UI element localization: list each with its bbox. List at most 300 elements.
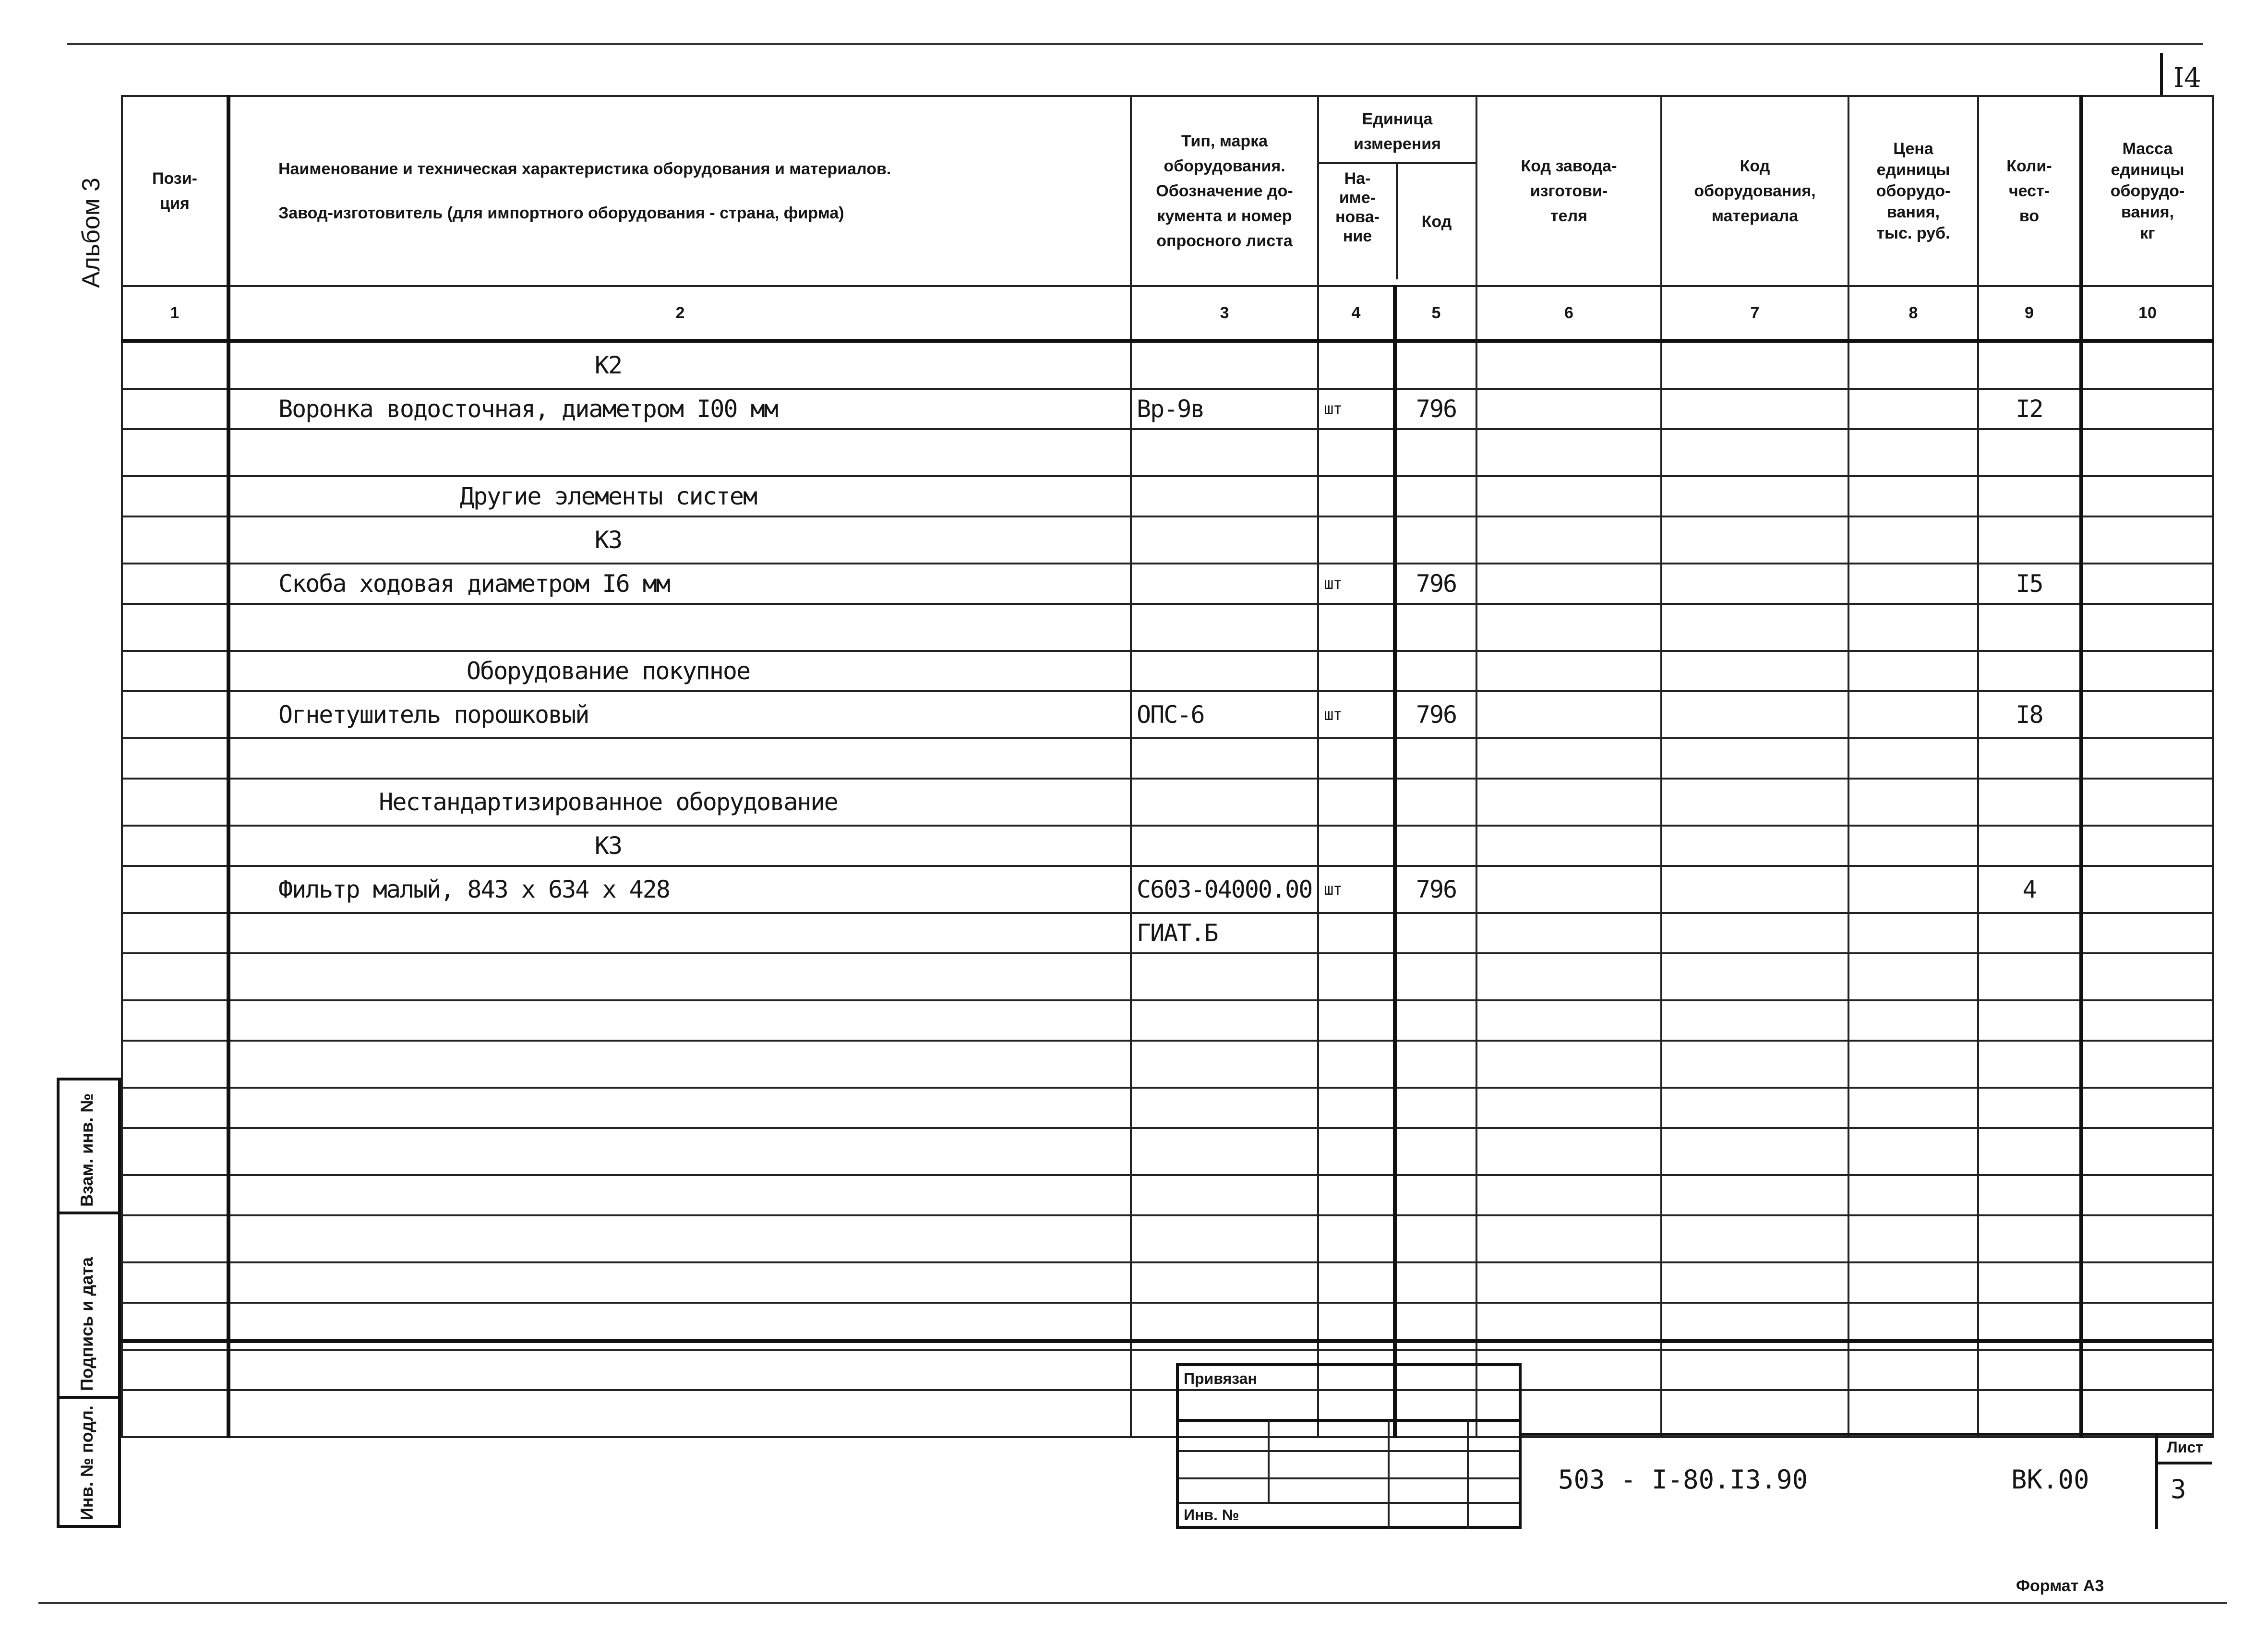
- price: [1848, 913, 1978, 953]
- sheet-label-cell: [2158, 1433, 2212, 1464]
- position-cell: [122, 826, 228, 866]
- mass: [2081, 564, 2213, 604]
- item-unit: [1318, 1215, 1395, 1262]
- item-unit-code: [1395, 913, 1476, 953]
- header-unit: [1318, 96, 1476, 286]
- item-unit: [1318, 779, 1395, 826]
- side-box-inv-podl: [57, 1396, 121, 1528]
- price: [1848, 341, 1978, 389]
- privyazan-header: [1179, 1366, 1519, 1422]
- item-quantity: I2: [1978, 389, 2081, 429]
- item-mark: [1131, 429, 1318, 476]
- equipment-code: [1661, 516, 1848, 564]
- mass: [2081, 1088, 2213, 1128]
- item-quantity: [1978, 1000, 2081, 1041]
- factory-code: [1476, 691, 1661, 738]
- format-label: Формат А3: [2016, 1577, 2104, 1595]
- factory-code: [1476, 389, 1661, 429]
- item-name: [228, 913, 1131, 953]
- position-cell: [122, 604, 228, 651]
- stamp-col-2: [1388, 1419, 1390, 1529]
- item-unit-code: [1395, 1262, 1476, 1303]
- mass: [2081, 1350, 2213, 1390]
- sheet-label: Лист: [2167, 1439, 2203, 1456]
- header-unit-name: На- име- нова- ние: [1319, 164, 1398, 279]
- equipment-code: [1661, 866, 1848, 913]
- colnum-8: 8: [1848, 286, 1978, 341]
- item-name: [228, 1041, 1131, 1088]
- item-unit: [1318, 913, 1395, 953]
- section-title: Оборудование покупное: [228, 651, 1131, 691]
- stamp-col-3: [1467, 1419, 1469, 1529]
- position-cell: [122, 1390, 228, 1437]
- item-unit: [1318, 341, 1395, 389]
- item-unit-code: [1395, 341, 1476, 389]
- item-mark: [1131, 476, 1318, 516]
- item-quantity: [1978, 604, 2081, 651]
- item-name: Огнетушитель порошковый: [228, 691, 1131, 738]
- section-row: [122, 826, 2213, 866]
- privyazan-stamp: [1176, 1363, 1522, 1529]
- position-cell: [122, 738, 228, 779]
- mass: [2081, 691, 2213, 738]
- item-unit-code: [1395, 604, 1476, 651]
- factory-code: [1476, 953, 1661, 1000]
- equipment-code: [1661, 691, 1848, 738]
- item-unit-code: 796: [1395, 389, 1476, 429]
- item-mark: [1131, 779, 1318, 826]
- mass: [2081, 651, 2213, 691]
- item-name: Воронка водосточная, диаметром I00 мм: [228, 389, 1131, 429]
- side-label-inv-podl: Инв. № подл.: [77, 1405, 96, 1520]
- item-mark: Вр-9в: [1131, 389, 1318, 429]
- price: [1848, 389, 1978, 429]
- header-row: [122, 96, 2213, 286]
- item-quantity: [1978, 1215, 2081, 1262]
- item-name: [228, 1390, 1131, 1437]
- equipment-code: [1661, 913, 1848, 953]
- header-unit-group: Единица измерения: [1319, 97, 1476, 164]
- equipment-code: [1661, 1215, 1848, 1262]
- position-cell: [122, 1350, 228, 1390]
- item-quantity: [1978, 476, 2081, 516]
- mass: [2081, 604, 2213, 651]
- item-unit: [1318, 738, 1395, 779]
- item-unit-code: [1395, 651, 1476, 691]
- item-mark: [1131, 1262, 1318, 1303]
- price: [1848, 1350, 1978, 1390]
- item-name: [228, 738, 1131, 779]
- mass: [2081, 738, 2213, 779]
- item-mark: [1131, 738, 1318, 779]
- item-unit-code: [1395, 1041, 1476, 1088]
- colnum-4: 4: [1318, 286, 1395, 341]
- item-unit-code: [1395, 953, 1476, 1000]
- item-quantity: [1978, 1262, 2081, 1303]
- price: [1848, 604, 1978, 651]
- item-unit: шт: [1318, 866, 1395, 913]
- price: [1848, 738, 1978, 779]
- price: [1848, 651, 1978, 691]
- mass: [2081, 1215, 2213, 1262]
- item-unit: [1318, 651, 1395, 691]
- item-mark: [1131, 604, 1318, 651]
- header-name-line1: Наименование и техническая характеристика оборудования и материалов.: [278, 160, 891, 178]
- item-unit: шт: [1318, 564, 1395, 604]
- item-unit: шт: [1318, 389, 1395, 429]
- price: [1848, 429, 1978, 476]
- item-mark: ГИАТ.Б: [1131, 913, 1318, 953]
- item-unit-code: [1395, 1128, 1476, 1175]
- position-cell: [122, 476, 228, 516]
- colnum-10: 10: [2081, 286, 2213, 341]
- equipment-code: [1661, 953, 1848, 1000]
- item-unit-code: [1395, 429, 1476, 476]
- item-mark: С603-04000.00: [1131, 866, 1318, 913]
- price: [1848, 779, 1978, 826]
- equipment-code: [1661, 651, 1848, 691]
- factory-code: [1476, 1000, 1661, 1041]
- equipment-code: [1661, 389, 1848, 429]
- header-mass: Масса единицы оборудо- вания, кг: [2081, 96, 2213, 286]
- equipment-code: [1661, 604, 1848, 651]
- factory-code: [1476, 564, 1661, 604]
- position-cell: [122, 429, 228, 476]
- item-unit: [1318, 826, 1395, 866]
- blank-row: [122, 1041, 2213, 1088]
- price: [1848, 564, 1978, 604]
- mass: [2081, 1000, 2213, 1041]
- item-name: [228, 953, 1131, 1000]
- item-unit: [1318, 429, 1395, 476]
- mass: [2081, 866, 2213, 913]
- privyazan-label: Привязан: [1184, 1370, 1257, 1387]
- colnum-2: 2: [228, 286, 1131, 341]
- item-name: [228, 1128, 1131, 1175]
- item-quantity: [1978, 1128, 2081, 1175]
- specification-table: [121, 95, 2214, 1438]
- position-cell: [122, 1175, 228, 1215]
- position-cell: [122, 1088, 228, 1128]
- equipment-code: [1661, 738, 1848, 779]
- item-name: Фильтр малый, 843 х 634 х 428: [228, 866, 1131, 913]
- item-unit: [1318, 1041, 1395, 1088]
- item-unit: [1318, 1088, 1395, 1128]
- blank-row: [122, 1390, 2213, 1437]
- item-unit-code: 796: [1395, 564, 1476, 604]
- colnum-3: 3: [1131, 286, 1318, 341]
- position-cell: [122, 866, 228, 913]
- item-mark: [1131, 826, 1318, 866]
- side-box-vzam: [57, 1078, 121, 1214]
- top-rule: [67, 43, 2203, 45]
- item-unit-code: [1395, 476, 1476, 516]
- item-unit: [1318, 1128, 1395, 1175]
- item-mark: [1131, 341, 1318, 389]
- item-mark: [1131, 1041, 1318, 1088]
- price: [1848, 691, 1978, 738]
- item-quantity: I5: [1978, 564, 2081, 604]
- factory-code: [1476, 651, 1661, 691]
- position-cell: [122, 1000, 228, 1041]
- factory-code: [1476, 1215, 1661, 1262]
- factory-code: [1476, 866, 1661, 913]
- item-quantity: [1978, 516, 2081, 564]
- mass: [2081, 516, 2213, 564]
- position-cell: [122, 953, 228, 1000]
- side-label-podpis: Подпись и дата: [77, 1257, 96, 1391]
- item-mark: [1131, 1000, 1318, 1041]
- item-quantity: [1978, 651, 2081, 691]
- price: [1848, 1000, 1978, 1041]
- item-unit-code: [1395, 1215, 1476, 1262]
- section-row: [122, 651, 2213, 691]
- blank-row: [122, 429, 2213, 476]
- section-title: Другие элементы систем: [228, 476, 1131, 516]
- factory-code: [1476, 604, 1661, 651]
- item-unit: [1318, 953, 1395, 1000]
- price: [1848, 1088, 1978, 1128]
- section-row: [122, 516, 2213, 564]
- item-name: [228, 1215, 1131, 1262]
- mass: [2081, 953, 2213, 1000]
- position-cell: [122, 651, 228, 691]
- factory-code: [1476, 1175, 1661, 1215]
- item-name: Скоба ходовая диаметром I6 мм: [228, 564, 1131, 604]
- item-name: [228, 1175, 1131, 1215]
- mass: [2081, 1128, 2213, 1175]
- factory-code: [1476, 476, 1661, 516]
- title-area-rule: [121, 1339, 2212, 1343]
- item-quantity: [1978, 826, 2081, 866]
- item-unit-code: [1395, 826, 1476, 866]
- price: [1848, 1390, 1978, 1437]
- header-factory-code: Код завода- изготови- теля: [1476, 96, 1661, 286]
- doc-code-block: [1519, 1433, 2212, 1529]
- item-unit-code: 796: [1395, 866, 1476, 913]
- doc-mark: ВК.00: [2011, 1464, 2089, 1495]
- equipment-code: [1661, 1350, 1848, 1390]
- price: [1848, 953, 1978, 1000]
- item-name: [228, 1088, 1131, 1128]
- item-row: [122, 564, 2213, 604]
- blank-row: [122, 1128, 2213, 1175]
- price: [1848, 516, 1978, 564]
- item-unit: [1318, 1175, 1395, 1215]
- position-cell: [122, 779, 228, 826]
- section-title: К3: [228, 516, 1131, 564]
- equipment-code: [1661, 1262, 1848, 1303]
- item-unit-code: [1395, 738, 1476, 779]
- equipment-code: [1661, 1000, 1848, 1041]
- blank-row: [122, 1175, 2213, 1215]
- blank-row: [122, 1215, 2213, 1262]
- blank-row: [122, 604, 2213, 651]
- price: [1848, 1128, 1978, 1175]
- position-cell: [122, 341, 228, 389]
- position-cell: [122, 913, 228, 953]
- item-quantity: [1978, 779, 2081, 826]
- mass: [2081, 1041, 2213, 1088]
- price: [1848, 866, 1978, 913]
- factory-code: [1476, 826, 1661, 866]
- item-mark: [1131, 1215, 1318, 1262]
- item-name: [228, 1000, 1131, 1041]
- item-quantity: [1978, 341, 2081, 389]
- album-label-text: Альбом 3: [77, 178, 105, 288]
- equipment-code: [1661, 1041, 1848, 1088]
- page-number-box: [2160, 53, 2212, 97]
- equipment-code: [1661, 564, 1848, 604]
- item-row: [122, 691, 2213, 738]
- position-cell: [122, 691, 228, 738]
- item-mark: [1131, 1128, 1318, 1175]
- position-cell: [122, 516, 228, 564]
- factory-code: [1476, 779, 1661, 826]
- equipment-code: [1661, 341, 1848, 389]
- mass: [2081, 476, 2213, 516]
- header-price: Цена единицы оборудо- вания, тыс. руб.: [1848, 96, 1978, 286]
- bottom-rule: [38, 1602, 2227, 1604]
- equipment-code: [1661, 779, 1848, 826]
- header-quantity: Коли- чест- во: [1978, 96, 2081, 286]
- item-quantity: [1978, 1041, 2081, 1088]
- item-unit-code: 796: [1395, 691, 1476, 738]
- price: [1848, 826, 1978, 866]
- price: [1848, 1215, 1978, 1262]
- item-quantity: [1978, 1350, 2081, 1390]
- item-unit: [1318, 604, 1395, 651]
- section-row: [122, 476, 2213, 516]
- mass: [2081, 429, 2213, 476]
- colnum-9: 9: [1978, 286, 2081, 341]
- factory-code: [1476, 516, 1661, 564]
- equipment-code: [1661, 1128, 1848, 1175]
- item-mark: [1131, 564, 1318, 604]
- header-position: Пози- ция: [122, 96, 228, 286]
- page-number: I4: [2173, 62, 2201, 94]
- mass: [2081, 1175, 2213, 1215]
- equipment-code: [1661, 1175, 1848, 1215]
- section-title: К3: [228, 826, 1131, 866]
- blank-row: [122, 953, 2213, 1000]
- item-unit: [1318, 516, 1395, 564]
- item-quantity: [1978, 429, 2081, 476]
- header-equipment-code: Код оборудования, материала: [1661, 96, 1848, 286]
- mass: [2081, 779, 2213, 826]
- header-name: [228, 96, 1131, 286]
- item-name: [228, 1350, 1131, 1390]
- item-name: [228, 604, 1131, 651]
- header-unit-code: Код: [1421, 213, 1452, 231]
- section-title: Нестандартизированное оборудование: [228, 779, 1131, 826]
- item-quantity: 4: [1978, 866, 2081, 913]
- price: [1848, 476, 1978, 516]
- mass: [2081, 826, 2213, 866]
- item-name: [228, 429, 1131, 476]
- blank-row: [122, 1262, 2213, 1303]
- item-quantity: I8: [1978, 691, 2081, 738]
- position-cell: [122, 1215, 228, 1262]
- mass: [2081, 389, 2213, 429]
- item-quantity: [1978, 1088, 2081, 1128]
- item-quantity: [1978, 953, 2081, 1000]
- item-unit-code: [1395, 1088, 1476, 1128]
- position-cell: [122, 1128, 228, 1175]
- stamp-col-1: [1268, 1419, 1270, 1502]
- column-number-row: [122, 286, 2213, 341]
- factory-code: [1476, 738, 1661, 779]
- item-name: [228, 1262, 1131, 1303]
- item-quantity: [1978, 1390, 2081, 1437]
- item-quantity: [1978, 913, 2081, 953]
- price: [1848, 1175, 1978, 1215]
- item-mark: [1131, 1175, 1318, 1215]
- sheet-box: [2155, 1433, 2212, 1529]
- factory-code: [1476, 341, 1661, 389]
- equipment-code: [1661, 476, 1848, 516]
- position-cell: [122, 564, 228, 604]
- header-name-line2: Завод-изготовитель (для импортного оборудования - страна, фирма): [278, 204, 844, 222]
- factory-code: [1476, 1128, 1661, 1175]
- header-type: Тип, марка оборудования. Обозначение до- кумента и номер опросного листа: [1131, 96, 1318, 286]
- section-title: К2: [228, 341, 1131, 389]
- item-mark: [1131, 1088, 1318, 1128]
- item-mark: ОПС-6: [1131, 691, 1318, 738]
- factory-code: [1476, 913, 1661, 953]
- price: [1848, 1262, 1978, 1303]
- blank-row: [122, 1350, 2213, 1390]
- side-label-vzam: Взам. инв. №: [77, 1093, 96, 1207]
- position-cell: [122, 1041, 228, 1088]
- blank-row: [122, 1088, 2213, 1128]
- mass: [2081, 913, 2213, 953]
- colnum-1: 1: [122, 286, 228, 341]
- section-row: [122, 341, 2213, 389]
- factory-code: [1476, 1262, 1661, 1303]
- item-unit: шт: [1318, 691, 1395, 738]
- equipment-code: [1661, 429, 1848, 476]
- equipment-code: [1661, 1088, 1848, 1128]
- item-unit-code: [1395, 1175, 1476, 1215]
- item-unit-code: [1395, 1000, 1476, 1041]
- position-cell: [122, 389, 228, 429]
- colnum-7: 7: [1661, 286, 1848, 341]
- position-cell: [122, 1262, 228, 1303]
- price: [1848, 1041, 1978, 1088]
- factory-code: [1476, 1041, 1661, 1088]
- mass: [2081, 341, 2213, 389]
- item-quantity: [1978, 738, 2081, 779]
- album-label: [77, 163, 106, 288]
- item-mark: [1131, 953, 1318, 1000]
- blank-row: [122, 738, 2213, 779]
- section-row: [122, 779, 2213, 826]
- equipment-code: [1661, 1390, 1848, 1437]
- item-unit-code: [1395, 516, 1476, 564]
- factory-code: [1476, 429, 1661, 476]
- item-row: [122, 866, 2213, 913]
- equipment-code: [1661, 826, 1848, 866]
- colnum-5: 5: [1395, 286, 1476, 341]
- item-unit: [1318, 476, 1395, 516]
- colnum-6: 6: [1476, 286, 1661, 341]
- side-box-podpis: [57, 1212, 121, 1399]
- item-mark: [1131, 651, 1318, 691]
- item-unit: [1318, 1000, 1395, 1041]
- mass: [2081, 1390, 2213, 1437]
- factory-code: [1476, 1088, 1661, 1128]
